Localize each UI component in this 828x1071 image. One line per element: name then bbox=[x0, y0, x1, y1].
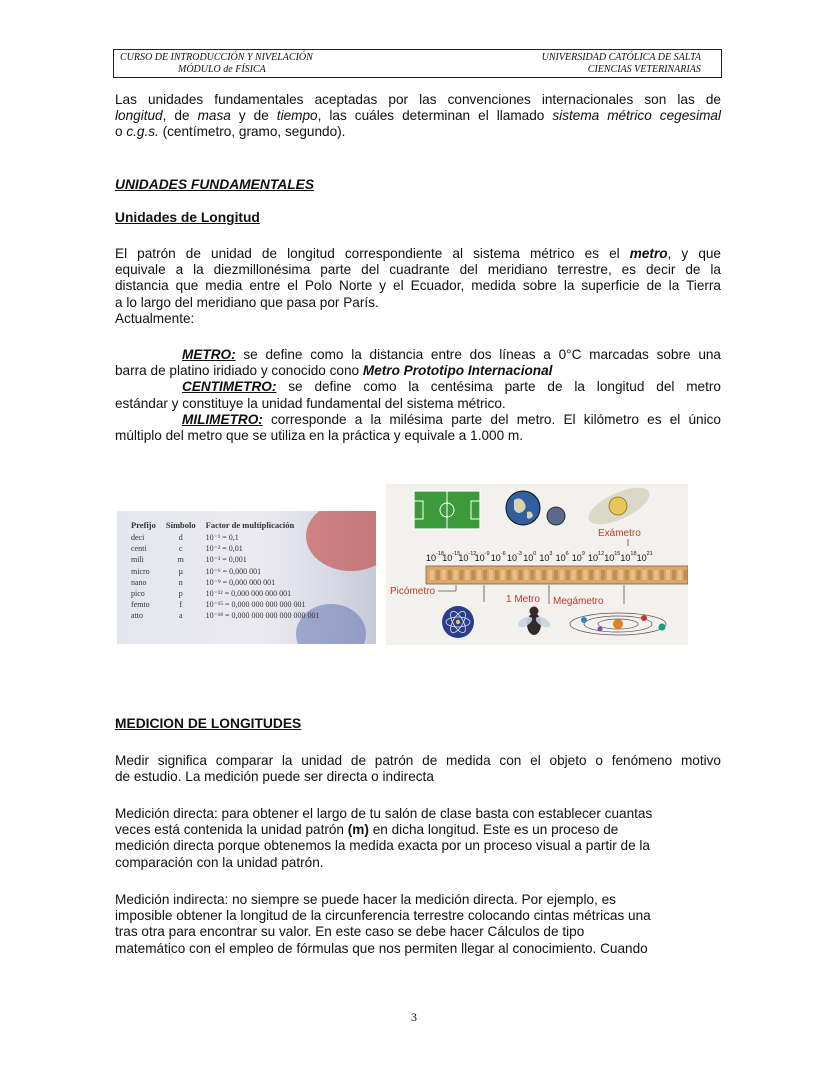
prefix-cell: micro bbox=[131, 566, 150, 576]
university-name: UNIVERSIDAD CATÓLICA DE SALTA bbox=[541, 52, 701, 63]
factor-cell: 10⁻⁶ = 0,000 001 bbox=[205, 566, 262, 576]
moon-icon bbox=[547, 507, 565, 525]
symbol-cell: f bbox=[179, 600, 183, 610]
symbol-cell: µ bbox=[178, 566, 184, 576]
page-number: 3 bbox=[411, 1010, 417, 1024]
exponent-label: $10^{15}$ bbox=[604, 551, 621, 563]
exponent-label: $10^{21}$ bbox=[636, 551, 653, 563]
prefix-table bbox=[127, 520, 326, 623]
medir-paragraph: Medir significa comparar la unidad de patrón de medida con el objeto o fenómeno motivo de estudio. La medición puede ser directa o indirecta bbox=[115, 753, 721, 785]
ruler-segment bbox=[548, 570, 552, 580]
exponent-label: $10^3$ bbox=[539, 551, 553, 563]
col-prefijo: Prefijo bbox=[131, 520, 156, 530]
exponent-labels bbox=[426, 551, 653, 563]
ruler-segment bbox=[507, 570, 511, 580]
ruler-segment bbox=[595, 570, 599, 580]
factor-cell: 10⁻⁹ = 0,000 000 001 bbox=[205, 577, 276, 587]
ruler-segment bbox=[524, 570, 528, 580]
factor-cell: 10⁻¹² = 0,000 000 000 001 bbox=[205, 589, 292, 599]
ruler-segment bbox=[601, 570, 605, 580]
intro-paragraph: Las unidades fundamentales aceptadas por las convenciones internacionales son las de longitud, de masa y de tiempo, las cuáles determinan el llamado sistema métrico cegesimal o c.g.s. (centímetro, gramo, segundo). bbox=[115, 92, 722, 140]
factor-cell: 10⁻¹ = 0,1 bbox=[205, 533, 239, 542]
length-scale-figure bbox=[386, 484, 688, 645]
exponent-label: $10^{-12}$ bbox=[458, 551, 477, 563]
ruler-segment bbox=[536, 570, 540, 580]
def-milimetro: MILIMETRO: corresponde a la milésima parte del metro. El kilómetro es el único bbox=[182, 411, 721, 427]
table-row bbox=[127, 611, 326, 622]
prefix-cell: nano bbox=[131, 577, 147, 587]
ruler-segment bbox=[442, 570, 446, 580]
ruler-segment bbox=[648, 570, 652, 580]
prefix-cell: femto bbox=[131, 600, 150, 610]
def-centimetro: CENTIMETRO: se define como la centésima parte de la longitud del metro bbox=[182, 379, 721, 395]
ruler-segment bbox=[613, 570, 617, 580]
col-simbolo: Símbolo bbox=[165, 520, 196, 530]
ruler-segment bbox=[660, 570, 664, 580]
atom-icon bbox=[442, 606, 474, 638]
definitions-block: METRO: se define como la distancia entre dos líneas a 0°C marcadas sobre una barra de platino iridiado y conocido cono Metro Prototipo Internacional CENTIMETRO: se define como la centésima parte de la longitud del metro estándar y constituye la unidad fundamental del sistema métrico. MILIMETRO: corresponde a la milésima parte del metro. El kilómetro es el único múltiplo del metro que se utiliza en la práctica y equivale a 1.000 m. bbox=[115, 347, 721, 444]
table-row bbox=[127, 555, 326, 566]
label-megametro: Megámetro bbox=[553, 596, 604, 607]
ruler-segment bbox=[619, 570, 623, 580]
symbol-cell: a bbox=[178, 611, 183, 621]
ruler-segment bbox=[631, 570, 635, 580]
symbol-cell: c bbox=[178, 544, 183, 554]
ruler-segment bbox=[672, 570, 676, 580]
ruler-segment bbox=[583, 570, 587, 580]
soccer-field-icon bbox=[414, 491, 480, 529]
exponent-label: $10^{12}$ bbox=[588, 551, 605, 563]
heading-unidades-longitud: Unidades de Longitud bbox=[115, 210, 260, 225]
page-header bbox=[113, 49, 722, 78]
ruler-segment bbox=[642, 570, 646, 580]
exponent-label: $10^9$ bbox=[571, 551, 585, 563]
solar-system-icon bbox=[570, 613, 666, 635]
ruler-segment bbox=[666, 570, 670, 580]
ruler-segment bbox=[483, 570, 487, 580]
header-left bbox=[120, 52, 313, 76]
ruler-segment bbox=[448, 570, 452, 580]
ruler-segment bbox=[513, 570, 517, 580]
ruler-segment bbox=[501, 570, 505, 580]
prefix-cell: centi bbox=[131, 544, 147, 554]
factor-cell: 10⁻² = 0,01 bbox=[205, 544, 243, 554]
ruler-segment bbox=[566, 570, 570, 580]
exponent-label: $10^{-18}$ bbox=[426, 551, 444, 563]
label-1-metro: 1 Metro bbox=[506, 594, 540, 605]
exponent-label: $10^{-3}$ bbox=[507, 551, 522, 563]
col-factor: Factor de multiplicación bbox=[205, 520, 295, 530]
ruler-segment bbox=[654, 570, 658, 580]
medicion-directa-paragraph: Medición directa: para obtener el largo de tu salón de clase basta con establecer cuantas veces está contenida la unidad patrón (m) en dicha longitud. Este es un proceso de medición directa porque obtenemos la medida exacta por un proceso visual a partir de la comparación con la unidad patrón. bbox=[115, 806, 653, 870]
symbol-cell: m bbox=[177, 555, 184, 565]
ruler-segment bbox=[542, 570, 546, 580]
ruler-segment bbox=[578, 570, 582, 580]
exponent-label: $10^6$ bbox=[555, 551, 569, 563]
header-right bbox=[542, 52, 701, 76]
heading-medicion-longitudes: MEDICION DE LONGITUDES bbox=[115, 716, 302, 731]
ruler-segment bbox=[607, 570, 611, 580]
prefix-cell: atto bbox=[131, 611, 143, 621]
ruler-segment bbox=[637, 570, 641, 580]
exponent-label: $10^{-15}$ bbox=[442, 551, 461, 563]
table-row bbox=[127, 544, 326, 555]
ruler-bar bbox=[426, 566, 688, 584]
ruler-segment bbox=[678, 570, 682, 580]
faculty-name: CIENCIAS VETERINARIAS bbox=[587, 64, 701, 75]
ruler-segment bbox=[495, 570, 499, 580]
ruler-segment bbox=[560, 570, 564, 580]
prefix-table-figure bbox=[117, 511, 376, 644]
ruler-segment bbox=[572, 570, 576, 580]
ruler-segment bbox=[454, 570, 458, 580]
ruler-segment bbox=[625, 570, 629, 580]
symbol-cell: n bbox=[178, 577, 183, 587]
exponent-label: $10^{18}$ bbox=[620, 551, 637, 563]
ruler-segment bbox=[530, 570, 534, 580]
module-title: MÓDULO de FÍSICA bbox=[178, 64, 266, 75]
symbol-cell: d bbox=[178, 533, 183, 542]
prefix-cell: pico bbox=[131, 589, 145, 599]
table-row bbox=[127, 578, 326, 589]
table-row bbox=[127, 600, 326, 611]
ruler-segment bbox=[684, 570, 688, 580]
ruler-segment bbox=[460, 570, 464, 580]
exponent-label: $10^{-6}$ bbox=[490, 551, 506, 563]
prefix-cell: mili bbox=[131, 555, 144, 565]
ruler-segment bbox=[436, 570, 440, 580]
ruler-segment bbox=[465, 570, 469, 580]
symbol-cell: p bbox=[178, 589, 183, 599]
ruler-segment bbox=[589, 570, 593, 580]
fly-icon bbox=[516, 607, 552, 636]
length-scale-illustration bbox=[386, 484, 688, 645]
earth-icon bbox=[506, 491, 540, 525]
factor-cell: 10⁻¹⁸ = 0,000 000 000 000 000 001 bbox=[205, 611, 320, 621]
patron-paragraph: El patrón de unidad de longitud correspondiente al sistema métrico es el metro, y que equivale a la diezmillonésima parte del cuadrante del meridiano terrestre, es decir de la distancia que media entre el Polo Norte y el Ecuador, medida sobre la superficie de la Tierra a lo largo del meridiano que pasa por París. Actualmente: bbox=[115, 246, 721, 326]
factor-cell: 10⁻¹⁵ = 0,000 000 000 000 001 bbox=[205, 600, 306, 610]
label-exametro: Exámetro bbox=[598, 528, 641, 539]
factor-cell: 10⁻³ = 0,001 bbox=[205, 555, 247, 565]
ruler-segment bbox=[554, 570, 558, 580]
medicion-indirecta-paragraph: Medición indirecta: no siempre se puede hacer la medición directa. Por ejemplo, es imposible obtener la longitud de la circunferencia terrestre colocando cintas métricas una tras otra para encontrar su valor. En este caso se debe hacer Cálculos de tipo matemático con el empleo de fórmulas que nos permiten llegar al conocimiento. Cuando bbox=[115, 892, 651, 956]
def-metro: METRO: se define como la distancia entre dos líneas a 0°C marcadas sobre una bbox=[182, 347, 721, 362]
ruler-segment bbox=[471, 570, 475, 580]
exponent-label: $10^0$ bbox=[523, 551, 537, 563]
label-picometro: Picómetro bbox=[390, 586, 436, 597]
ruler-segment bbox=[519, 570, 523, 580]
course-title: CURSO DE INTRODUCCIÓN Y NIVELACIÓN bbox=[120, 52, 313, 63]
table-row bbox=[127, 533, 326, 544]
ruler-segment bbox=[430, 570, 434, 580]
ruler-segment bbox=[477, 570, 481, 580]
table-row bbox=[127, 567, 326, 578]
table-row bbox=[127, 589, 326, 600]
heading-unidades-fundamentales: UNIDADES FUNDAMENTALES bbox=[115, 177, 315, 192]
prefix-cell: deci bbox=[131, 533, 145, 542]
galaxy-icon bbox=[584, 484, 655, 532]
exponent-label: $10^{-9}$ bbox=[474, 551, 490, 563]
ruler-segment bbox=[489, 570, 493, 580]
